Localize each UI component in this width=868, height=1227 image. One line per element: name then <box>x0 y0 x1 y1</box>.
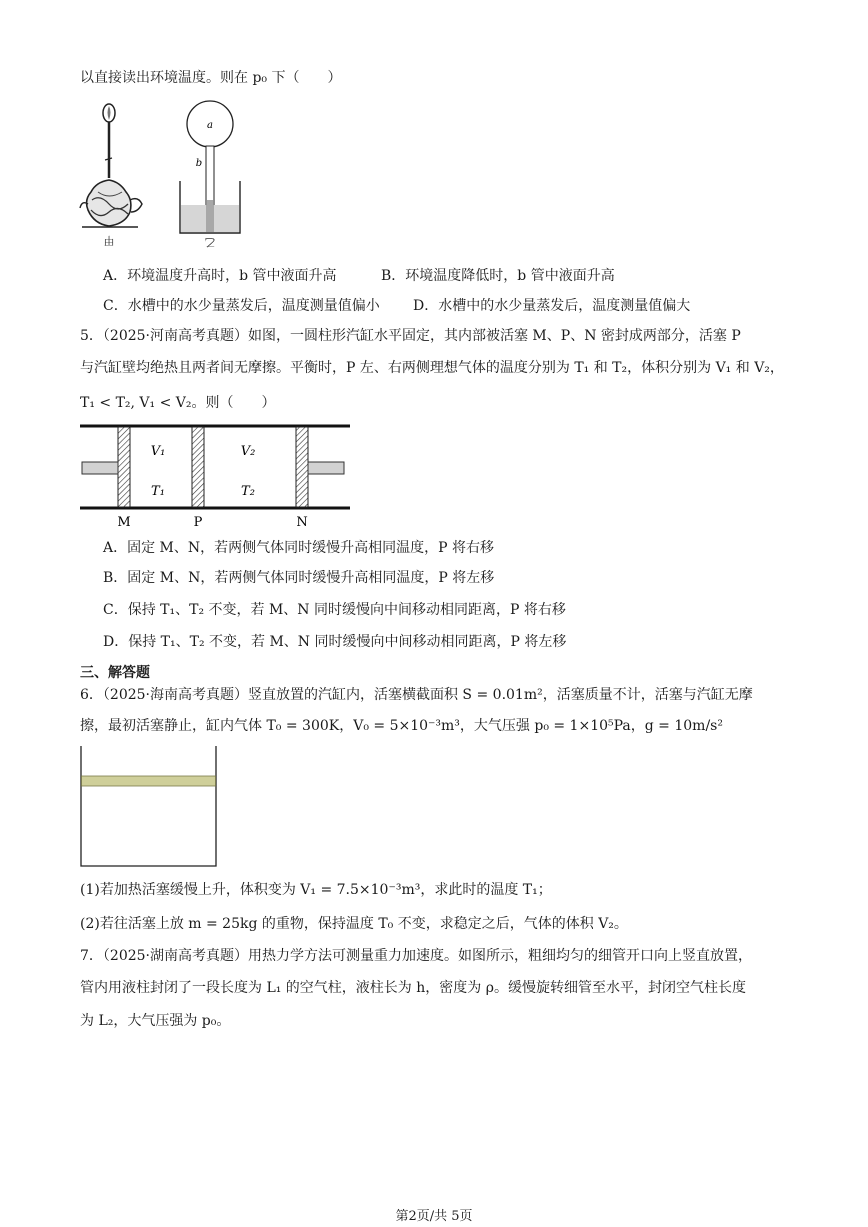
q7-stem-line-1: 7．（2025·湖南高考真题）用热力学方法可测量重力加速度。如图所示，粗细均匀的细管开口向上竖直放置， <box>80 948 752 964</box>
q6-stem-line-2: 擦，最初活塞静止，缸内气体 T₀ = 300K，V₀ = 5×10⁻³m³，大气压强 p₀ = 1×10⁵Pa，g = 10m/s² <box>80 718 723 734</box>
q6-sub-1: (1)若加热活塞缓慢上升，体积变为 V₁ = 7.5×10⁻³m³，求此时的温度 T₁； <box>80 882 552 898</box>
q4-option-a[interactable]: A．环境温度升高时，b 管中液面升高 <box>103 268 337 284</box>
piston-n-label: N <box>296 515 308 530</box>
q4-figure-yi <box>175 100 255 250</box>
bulb-label: a <box>207 120 213 131</box>
q7-stem-line-2: 管内用液柱封闭了一段长度为 L₁ 的空气柱，液柱长为 h，密度为 ρ。缓慢旋转细管至水平，封闭空气柱长度 <box>80 980 746 996</box>
q4-option-d[interactable]: D．水槽中的水少量蒸发后，温度测量值偏大 <box>413 298 691 314</box>
yi-label: 乙 <box>204 236 216 249</box>
piston-m-label: M <box>117 515 131 530</box>
q4-stem-tail: 以直接读出环境温度。则在 p₀ 下（ ） <box>80 70 342 86</box>
v1-label: V₁ <box>150 444 166 459</box>
q4-option-b[interactable]: B．环境温度降低时，b 管中液面升高 <box>381 268 615 284</box>
q5-stem-line-3: T₁ < T₂, V₁ < V₂。则（ ） <box>80 395 276 411</box>
piston-p-label: P <box>193 515 203 530</box>
q6-sub-2: (2)若往活塞上放 m = 25kg 的重物，保持温度 T₀ 不变，求稳定之后，气体的体积 V₂。 <box>80 916 628 932</box>
t1-label: T₁ <box>151 484 165 499</box>
t2-label: T₂ <box>241 484 255 499</box>
q5-stem-line-1: 5．（2025·河南高考真题）如图，一圆柱形汽缸水平固定，其内部被活塞 M、P、N 密封成两部分，活塞 P <box>80 328 741 344</box>
tube-label: b <box>195 158 203 169</box>
q6-stem-line-1: 6．（2025·海南高考真题）竖直放置的汽缸内，活塞横截面积 S = 0.01m²，活塞质量不计，活塞与汽缸无摩 <box>80 687 753 703</box>
q5-option-d[interactable]: D．保持 T₁、T₂ 不变，若 M、N 同时缓慢向中间移动相同距离，P 将左移 <box>103 634 567 650</box>
v2-label: V₂ <box>240 444 256 459</box>
q4-option-c[interactable]: C．水槽中的水少量蒸发后，温度测量值偏小 <box>103 298 380 314</box>
q5-stem-line-2: 与汽缸壁均绝热且两者间无摩擦。平衡时，P 左、右两侧理想气体的温度分别为 T₁ 和 T₂，体积分别为 V₁ 和 V₂， <box>80 360 784 376</box>
q5-option-c[interactable]: C．保持 T₁、T₂ 不变，若 M、N 同时缓慢向中间移动相同距离，P 将右移 <box>103 602 566 618</box>
q5-option-b[interactable]: B．固定 M、N，若两侧气体同时缓慢升高相同温度，P 将左移 <box>103 570 495 586</box>
q5-cylinder-figure <box>78 422 358 534</box>
page-footer: 第2页/共 5页 <box>395 1209 473 1224</box>
q5-option-a[interactable]: A．固定 M、N，若两侧气体同时缓慢升高相同温度，P 将右移 <box>103 540 495 556</box>
q4-figure-jia <box>78 100 148 250</box>
section-heading: 三、解答题 <box>80 665 150 681</box>
q6-cylinder-figure <box>80 746 220 870</box>
q7-stem-line-3: 为 L₂，大气压强为 p₀。 <box>80 1013 231 1029</box>
jia-label: 甲 <box>103 234 115 247</box>
